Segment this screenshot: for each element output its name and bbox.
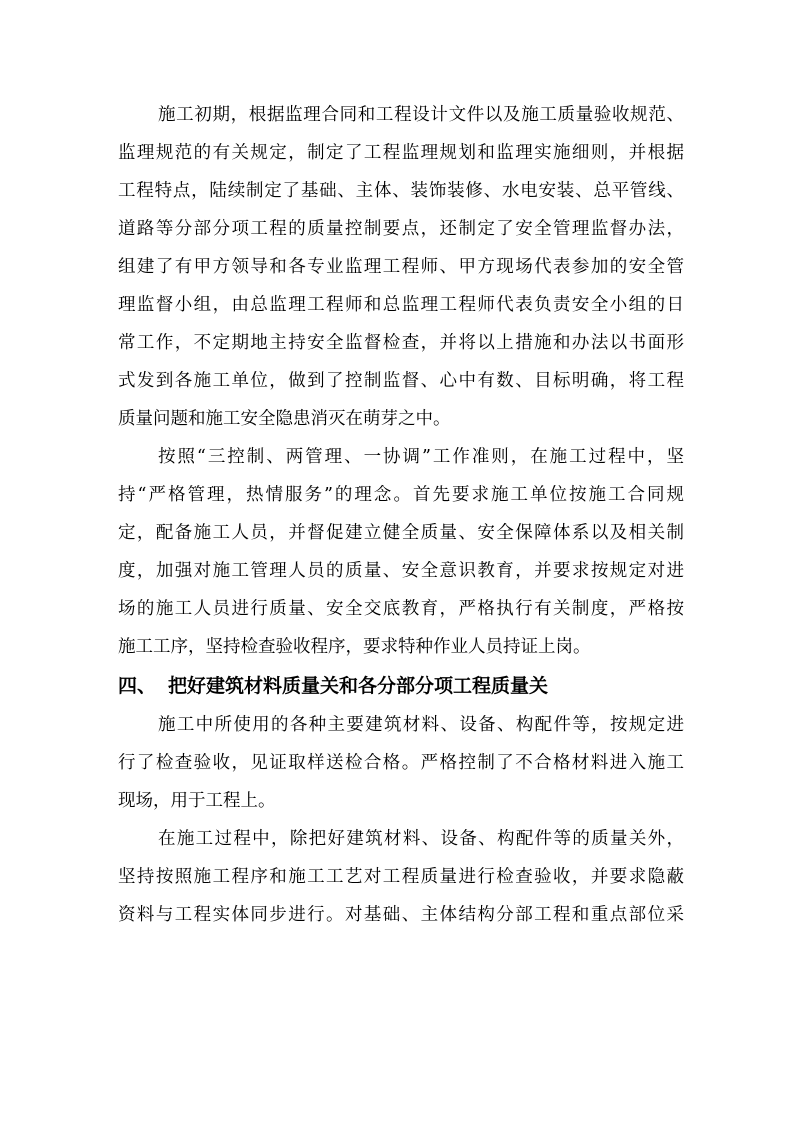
document-page: [118, 96, 684, 934]
text-line: 施工工序，坚持检查验收程序，要求特种作业人员持证上岗。: [118, 637, 591, 657]
text-line: 式发到各施工单位，做到了控制监督、心中有数、目标明确，将工程: [118, 371, 684, 391]
text-line: 组建了有甲方领导和各专业监理工程师、甲方现场代表参加的安全管: [118, 257, 684, 277]
text-line: 在施工过程中，除把好建筑材料、设备、构配件等的质量关外，: [158, 829, 684, 849]
paragraph-process-inspection: [118, 820, 684, 934]
text-line: 施工中所使用的各种主要建筑材料、设备、构配件等，按规定进: [158, 715, 684, 735]
text-line: 行了检查验收，见证取样送检合格。严格控制了不合格材料进入施工: [118, 753, 684, 773]
text-line: 常工作，不定期地主持安全监督检查，并将以上措施和办法以书面形: [118, 333, 684, 353]
text-line: 资料与工程实体同步进行。对基础、主体结构分部工程和重点部位采: [118, 905, 684, 925]
text-line: 场的施工人员进行质量、安全交底教育，严格执行有关制度，严格按: [118, 599, 684, 619]
text-line: 持“严格管理，热情服务”的理念。首先要求施工单位按施工合同规: [118, 485, 684, 505]
text-line: 理监督小组，由总监理工程师和总监理工程师代表负责安全小组的日: [118, 295, 684, 315]
section-title: 把好建筑材料质量关和各分部分项工程质量关: [168, 675, 549, 697]
text-line: 道路等分部分项工程的质量控制要点，还制定了安全管理监督办法，: [118, 219, 684, 239]
section-number: 四、: [118, 675, 157, 697]
text-line: 监理规范的有关规定，制定了工程监理规划和监理实施细则，并根据: [118, 143, 684, 163]
section-heading: [118, 666, 684, 706]
text-line: 按照“三控制、两管理、一协调”工作准则，在施工过程中，坚: [158, 447, 684, 467]
text-line: 定，配备施工人员，并督促建立健全质量、安全保障体系以及相关制: [118, 523, 684, 543]
paragraph-work-principles: [118, 438, 684, 666]
paragraph-supervision-plan: [118, 96, 684, 438]
text-line: 施工初期，根据监理合同和工程设计文件以及施工质量验收规范、: [158, 105, 684, 125]
paragraph-material-inspection: [118, 706, 684, 820]
text-line: 质量问题和施工安全隐患消灭在萌芽之中。: [118, 409, 451, 429]
text-line: 现场，用于工程上。: [118, 791, 276, 811]
text-line: 工程特点，陆续制定了基础、主体、装饰装修、水电安装、总平管线、: [118, 181, 684, 201]
text-line: 坚持按照施工程序和施工工艺对工程质量进行检查验收，并要求隐蔽: [118, 867, 684, 887]
text-line: 度，加强对施工管理人员的质量、安全意识教育，并要求按规定对进: [118, 561, 684, 581]
